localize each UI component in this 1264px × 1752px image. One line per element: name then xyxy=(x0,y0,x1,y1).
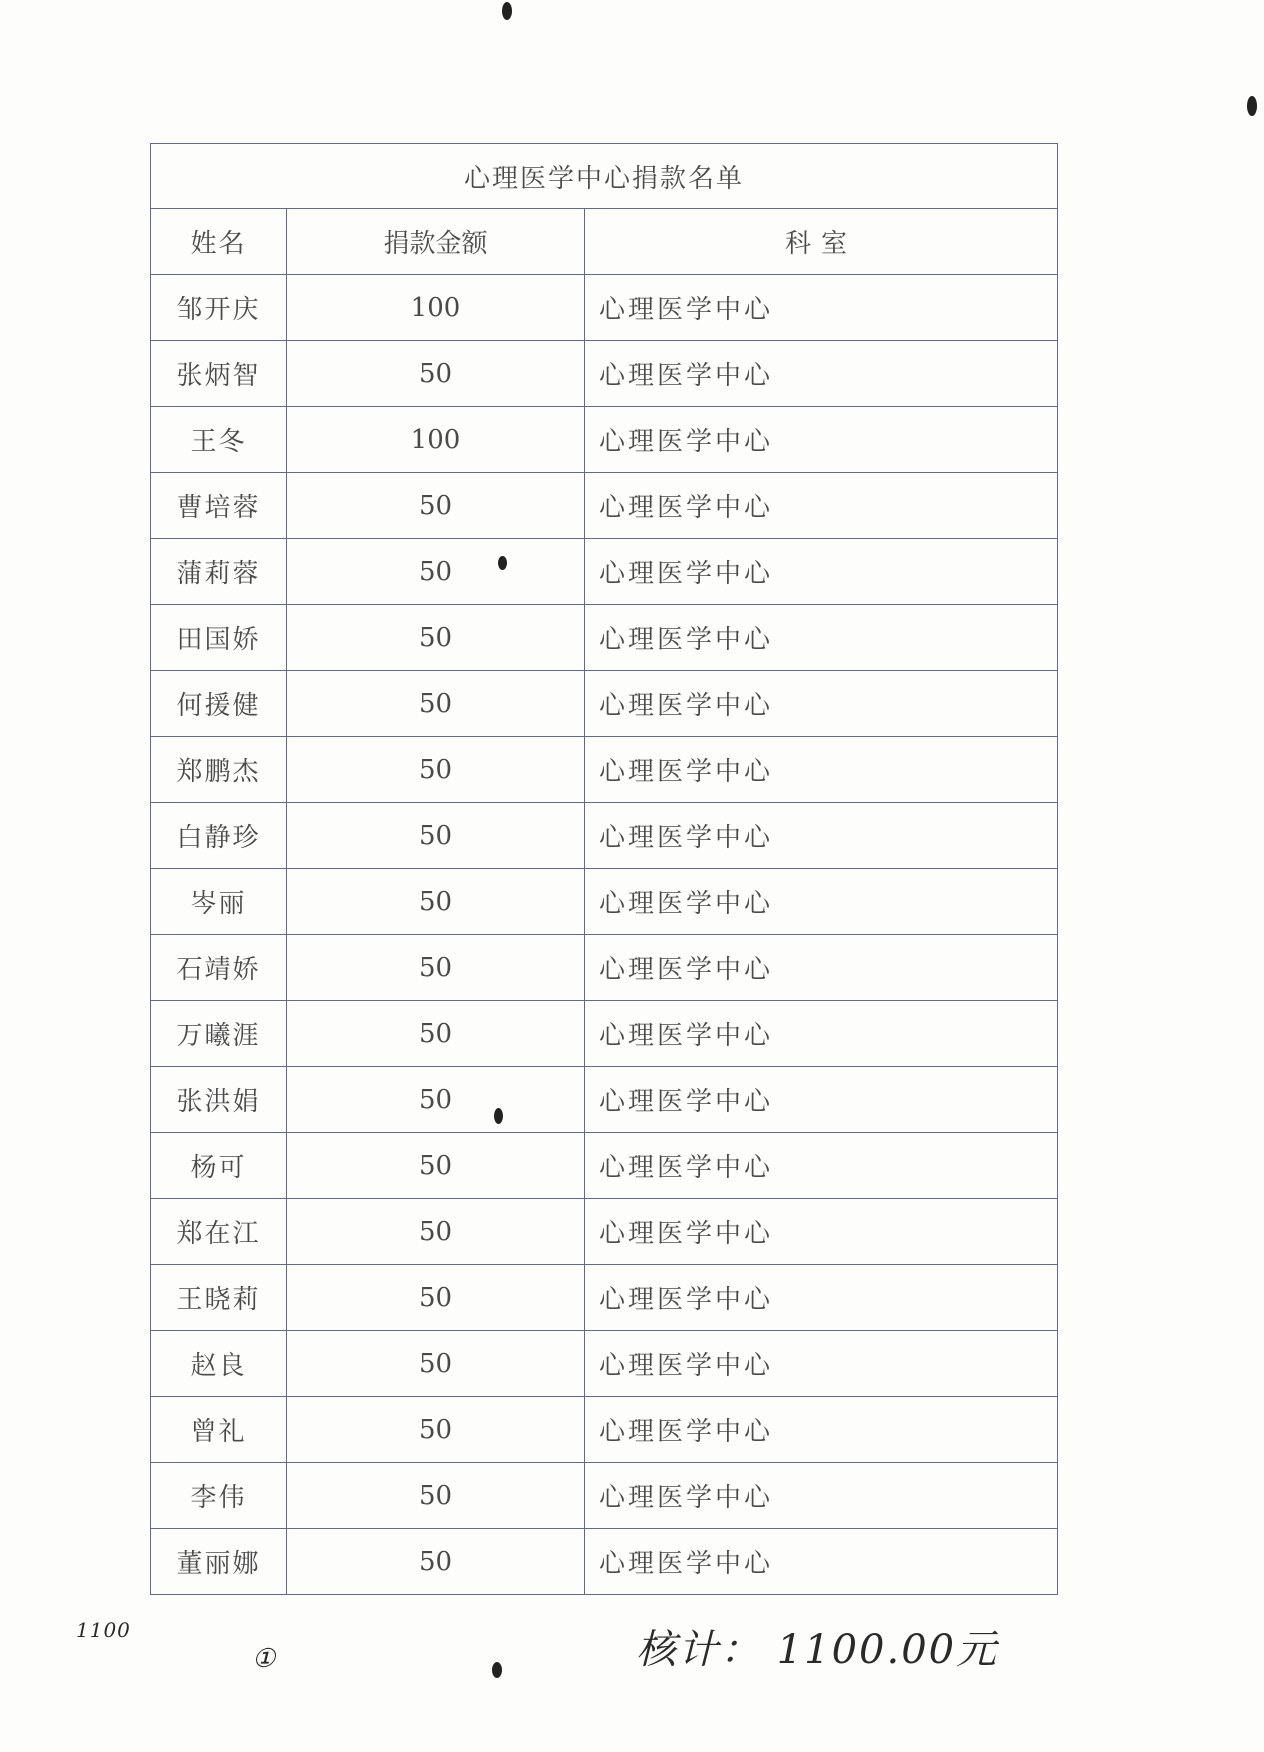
department: 心理医学中心 xyxy=(585,935,1058,1001)
department: 心理医学中心 xyxy=(585,1265,1058,1331)
donor-name: 张炳智 xyxy=(151,341,287,407)
ink-speck xyxy=(494,1108,503,1124)
donation-amount: 50 xyxy=(287,1199,585,1265)
donor-name: 郑鹏杰 xyxy=(151,737,287,803)
handwritten-total: 核计： 1100.00元 xyxy=(636,1627,999,1673)
donation-amount: 50 xyxy=(287,869,585,935)
table-row xyxy=(151,1067,1058,1133)
department: 心理医学中心 xyxy=(585,1001,1058,1067)
department: 心理医学中心 xyxy=(585,473,1058,539)
handwritten-circled-mark: ① xyxy=(252,1644,276,1674)
ink-speck xyxy=(498,556,507,570)
handwritten-margin-note: 1100 xyxy=(76,1618,131,1642)
donation-amount: 50 xyxy=(287,671,585,737)
department: 心理医学中心 xyxy=(585,803,1058,869)
title-row xyxy=(151,144,1058,209)
table-row xyxy=(151,1199,1058,1265)
donor-name: 王晓莉 xyxy=(151,1265,287,1331)
donor-name: 张洪娟 xyxy=(151,1067,287,1133)
table-row xyxy=(151,473,1058,539)
table-row xyxy=(151,275,1058,341)
donor-name: 白静珍 xyxy=(151,803,287,869)
table-row xyxy=(151,341,1058,407)
table-row xyxy=(151,407,1058,473)
department: 心理医学中心 xyxy=(585,1331,1058,1397)
table-row xyxy=(151,803,1058,869)
table-row xyxy=(151,1331,1058,1397)
donation-amount: 50 xyxy=(287,1001,585,1067)
table-body xyxy=(151,144,1058,1595)
donation-amount: 50 xyxy=(287,803,585,869)
donation-amount: 50 xyxy=(287,341,585,407)
department: 心理医学中心 xyxy=(585,407,1058,473)
donor-name: 岑丽 xyxy=(151,869,287,935)
donor-name: 蒲莉蓉 xyxy=(151,539,287,605)
department: 心理医学中心 xyxy=(585,1067,1058,1133)
table-row xyxy=(151,671,1058,737)
table-row xyxy=(151,869,1058,935)
donation-amount: 50 xyxy=(287,473,585,539)
donation-amount: 50 xyxy=(287,1463,585,1529)
donation-amount: 50 xyxy=(287,1331,585,1397)
donor-name: 王冬 xyxy=(151,407,287,473)
donor-name: 曾礼 xyxy=(151,1397,287,1463)
department: 心理医学中心 xyxy=(585,275,1058,341)
donor-name: 董丽娜 xyxy=(151,1529,287,1595)
donation-amount: 50 xyxy=(287,1265,585,1331)
department: 心理医学中心 xyxy=(585,1463,1058,1529)
donor-name: 赵良 xyxy=(151,1331,287,1397)
donor-name: 杨可 xyxy=(151,1133,287,1199)
donor-name: 田国娇 xyxy=(151,605,287,671)
table-row xyxy=(151,737,1058,803)
header-row xyxy=(151,209,1058,275)
donor-name: 石靖娇 xyxy=(151,935,287,1001)
header-name: 姓名 xyxy=(151,209,287,275)
department: 心理医学中心 xyxy=(585,341,1058,407)
donor-name: 曹培蓉 xyxy=(151,473,287,539)
table-row xyxy=(151,1529,1058,1595)
table-row xyxy=(151,1133,1058,1199)
header-department: 科室 xyxy=(585,209,1058,275)
donation-amount: 50 xyxy=(287,1397,585,1463)
department: 心理医学中心 xyxy=(585,605,1058,671)
donation-amount: 50 xyxy=(287,737,585,803)
table-row xyxy=(151,539,1058,605)
department: 心理医学中心 xyxy=(585,1529,1058,1595)
donor-name: 郑在江 xyxy=(151,1199,287,1265)
department: 心理医学中心 xyxy=(585,1133,1058,1199)
table-row xyxy=(151,1001,1058,1067)
donation-amount: 50 xyxy=(287,605,585,671)
donor-name: 李伟 xyxy=(151,1463,287,1529)
table-row xyxy=(151,1397,1058,1463)
department: 心理医学中心 xyxy=(585,737,1058,803)
table-row xyxy=(151,1265,1058,1331)
donation-amount: 100 xyxy=(287,407,585,473)
department: 心理医学中心 xyxy=(585,1199,1058,1265)
table-row xyxy=(151,935,1058,1001)
donation-amount: 100 xyxy=(287,275,585,341)
table-row xyxy=(151,605,1058,671)
donor-name: 邹开庆 xyxy=(151,275,287,341)
header-amount: 捐款金额 xyxy=(287,209,585,275)
donation-amount: 50 xyxy=(287,1067,585,1133)
department: 心理医学中心 xyxy=(585,869,1058,935)
donation-amount: 50 xyxy=(287,935,585,1001)
department: 心理医学中心 xyxy=(585,671,1058,737)
donor-name: 何援健 xyxy=(151,671,287,737)
donation-table xyxy=(150,143,1058,1595)
department: 心理医学中心 xyxy=(585,539,1058,605)
ink-speck xyxy=(1247,96,1257,116)
donation-amount: 50 xyxy=(287,1529,585,1595)
ink-speck xyxy=(492,1662,502,1678)
department: 心理医学中心 xyxy=(585,1397,1058,1463)
donor-name: 万曦涯 xyxy=(151,1001,287,1067)
ink-speck xyxy=(502,2,512,20)
table-title: 心理医学中心捐款名单 xyxy=(151,144,1058,209)
table-row xyxy=(151,1463,1058,1529)
donation-amount: 50 xyxy=(287,539,585,605)
donation-amount: 50 xyxy=(287,1133,585,1199)
